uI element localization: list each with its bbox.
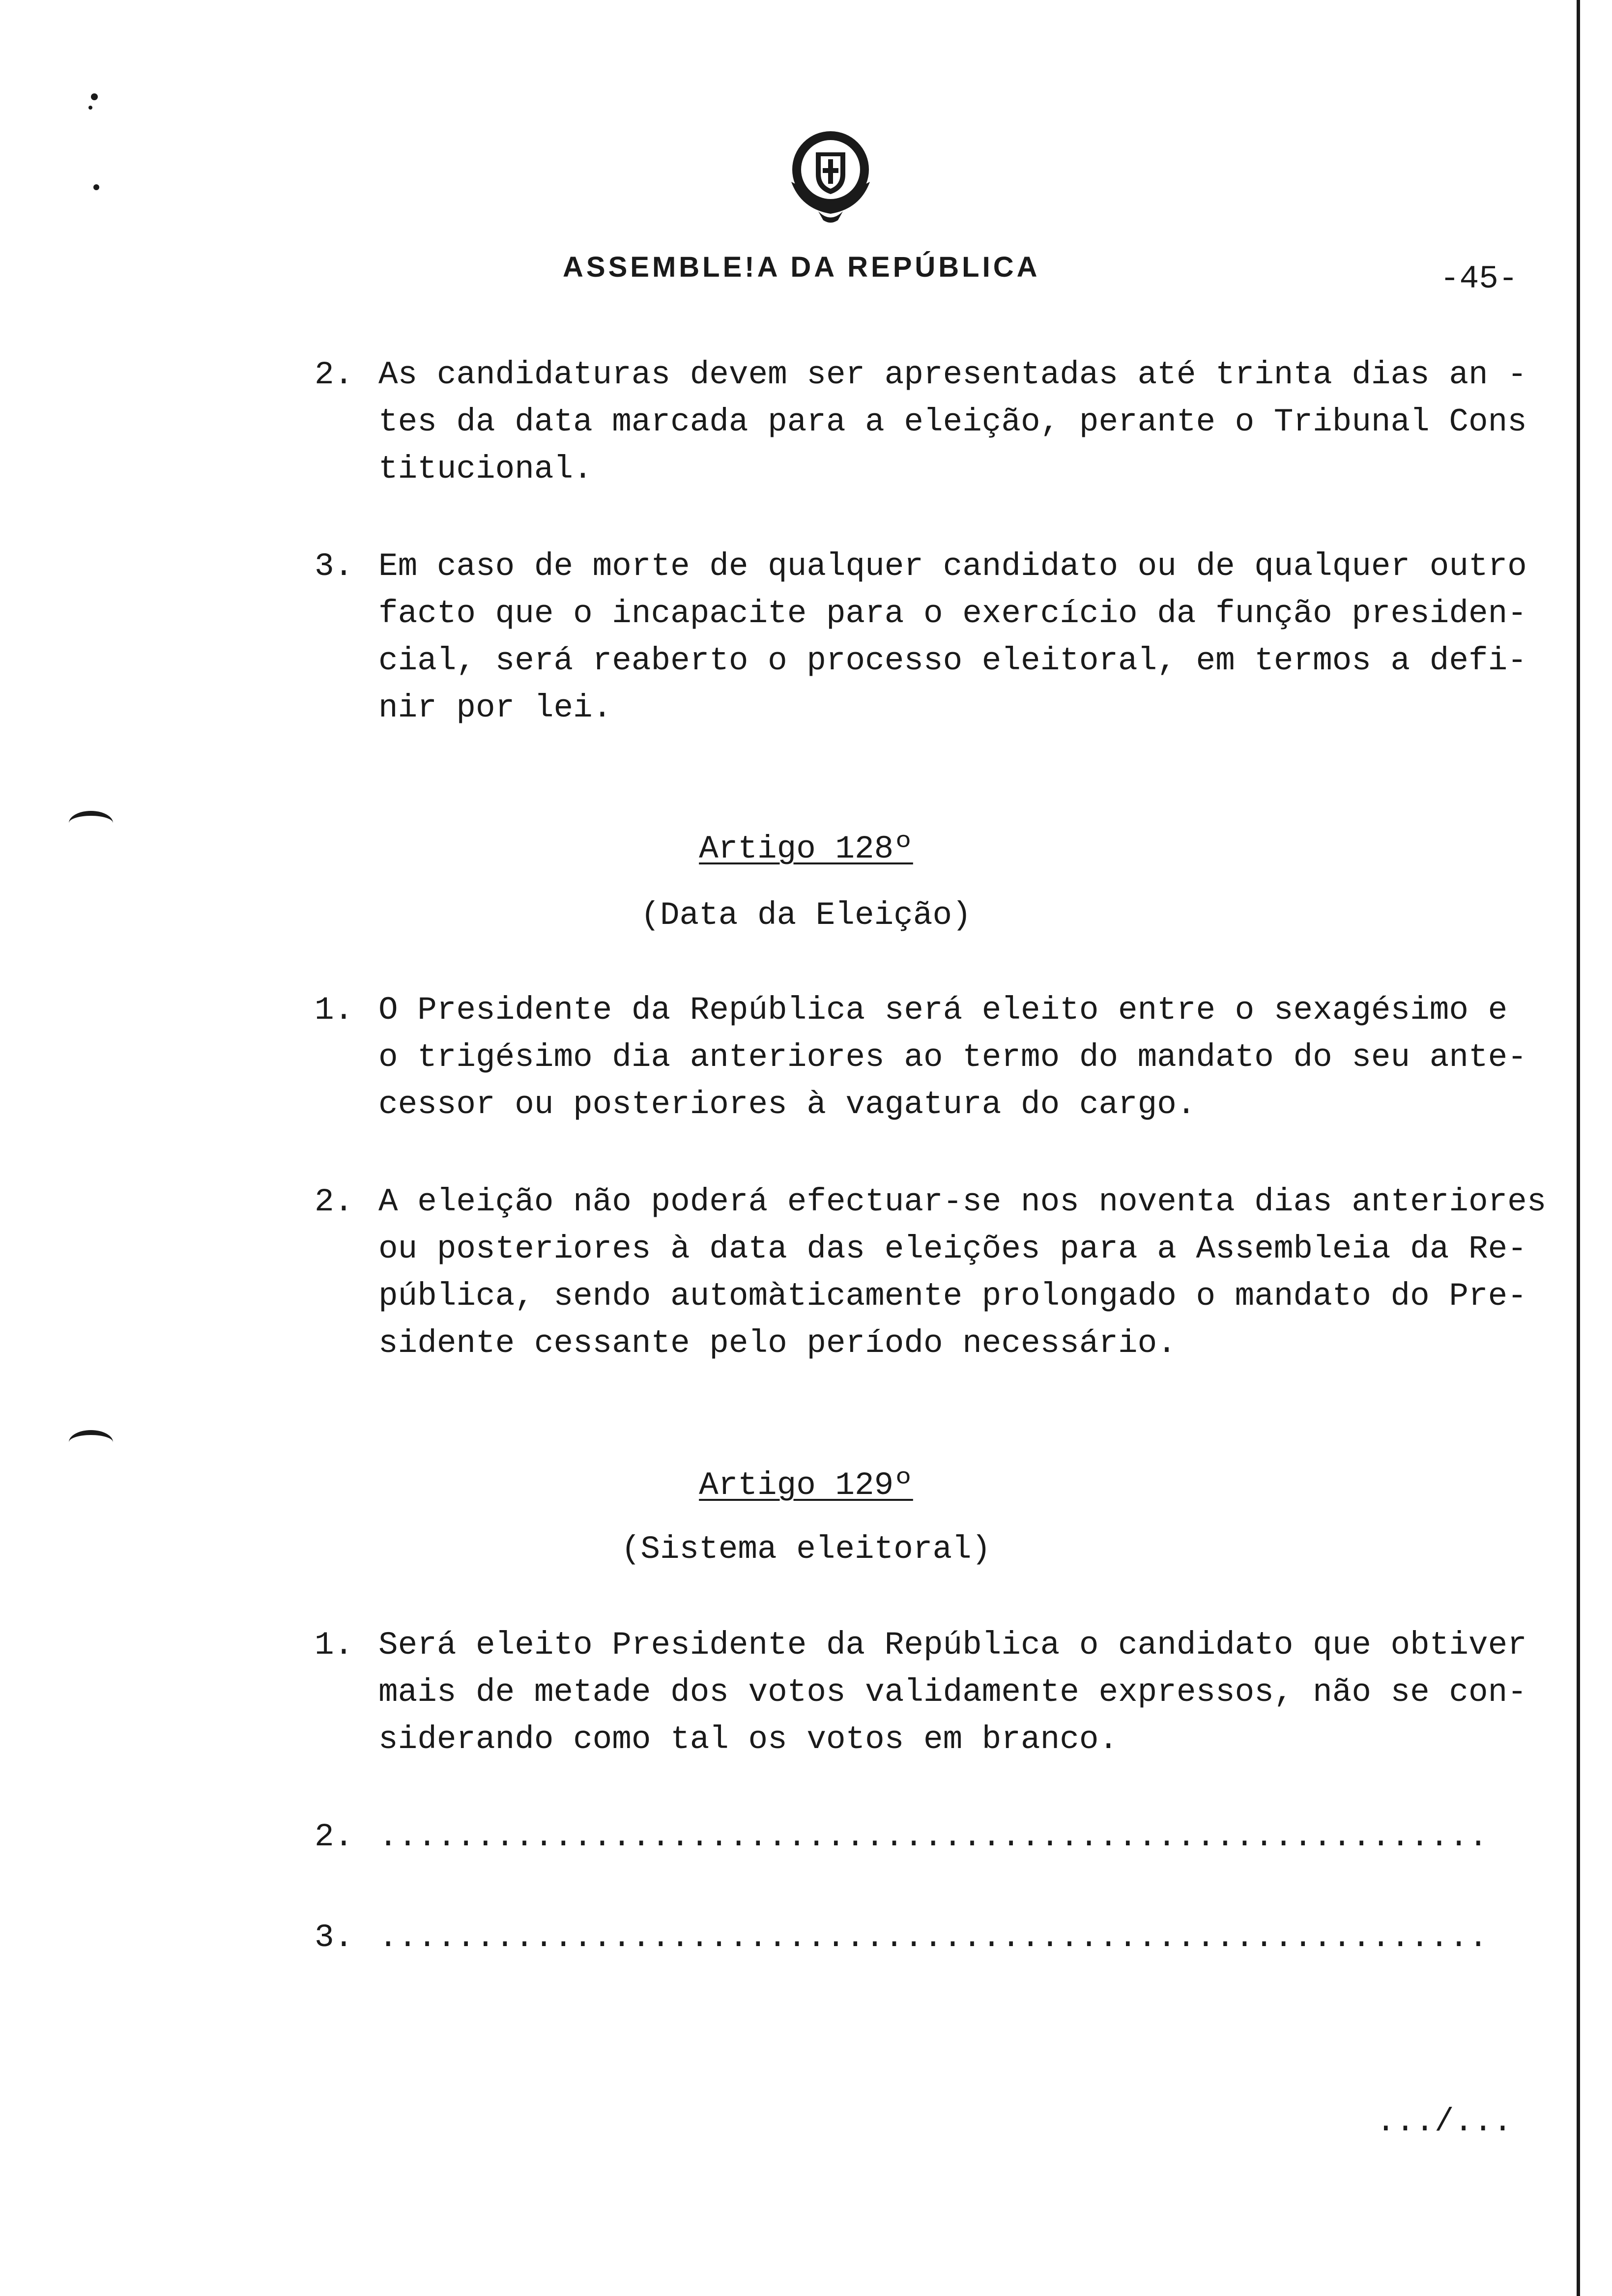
text-line: titucional. <box>378 451 593 488</box>
text-line: Será eleito Presidente da República o candidato que obtiver <box>378 1627 1527 1664</box>
paragraph-number: 3. <box>315 548 354 585</box>
continuation-marker: .../... <box>1376 2103 1513 2140</box>
text-line: nir por lei. <box>378 689 612 726</box>
text-line: siderando como tal os votos em branco. <box>378 1721 1119 1758</box>
text-line: ou posteriores à data das eleições para a Assembleia da Re- <box>378 1231 1527 1267</box>
article-128-title <box>0 831 1612 867</box>
institution-title: ASSEMBLE!A DA REPÚBLICA <box>563 251 1040 283</box>
article-title-text: Artigo 129º <box>699 1467 913 1504</box>
article-129-paragraph-3 <box>315 1914 1488 1961</box>
text-line: tes da data marcada para a eleição, perante o Tribunal Cons <box>378 403 1527 440</box>
text-line: cial, será reaberto o processo eleitoral, em termos a defi- <box>378 642 1527 679</box>
article-129-subtitle: (Sistema eleitoral) <box>621 1531 991 1568</box>
article-title-text: Artigo 128º <box>699 831 913 867</box>
article-129-title <box>0 1467 1612 1504</box>
article-129-paragraph-1 <box>315 1622 1527 1763</box>
elided-text-line: ......................................................... <box>378 1818 1488 1855</box>
text-line: sidente cessante pelo período necessário. <box>378 1325 1177 1362</box>
page-number: -45- <box>1440 260 1518 297</box>
elided-text-line: ......................................................... <box>378 1919 1488 1956</box>
text-line: cessor ou posteriores à vagatura do cargo. <box>378 1086 1196 1123</box>
text-line: A eleição não poderá efectuar-se nos noventa dias anteriores <box>378 1183 1547 1220</box>
text-line: O Presidente da República será eleito entre o sexagésimo e <box>378 992 1508 1029</box>
text-line: Em caso de morte de qualquer candidato ou de qualquer outro <box>378 548 1527 585</box>
text-line: facto que o incapacite para o exercício da função presiden- <box>378 595 1527 632</box>
text-line: o trigésimo dia anteriores ao termo do mandato do seu ante- <box>378 1039 1527 1076</box>
paragraph-2 <box>315 351 1527 493</box>
article-129-paragraph-2 <box>315 1813 1488 1861</box>
binding-hole-mark <box>69 1430 113 1455</box>
text-line: As candidaturas devem ser apresentadas até trinta dias an - <box>378 356 1527 393</box>
paragraph-number: 2. <box>315 356 354 393</box>
article-128-paragraph-2 <box>315 1178 1546 1367</box>
paragraph-number: 1. <box>315 992 354 1029</box>
text-line: mais de metade dos votos validamente expressos, não se con- <box>378 1674 1527 1711</box>
text-line: pública, sendo automàticamente prolongado o mandato do Pre- <box>378 1278 1527 1315</box>
article-128-subtitle: (Data da Eleição) <box>640 897 972 934</box>
scan-speck <box>93 184 99 190</box>
scan-speck <box>88 106 92 110</box>
scan-speck <box>91 93 98 100</box>
paragraph-number: 1. <box>315 1627 354 1664</box>
coat-of-arms-icon <box>781 123 880 226</box>
page-edge-rule <box>1577 0 1580 2296</box>
paragraph-number: 2. <box>315 1818 354 1855</box>
paragraph-3 <box>315 543 1527 732</box>
article-128-paragraph-1 <box>315 987 1527 1128</box>
paragraph-number: 2. <box>315 1183 354 1220</box>
paragraph-number: 3. <box>315 1919 354 1956</box>
